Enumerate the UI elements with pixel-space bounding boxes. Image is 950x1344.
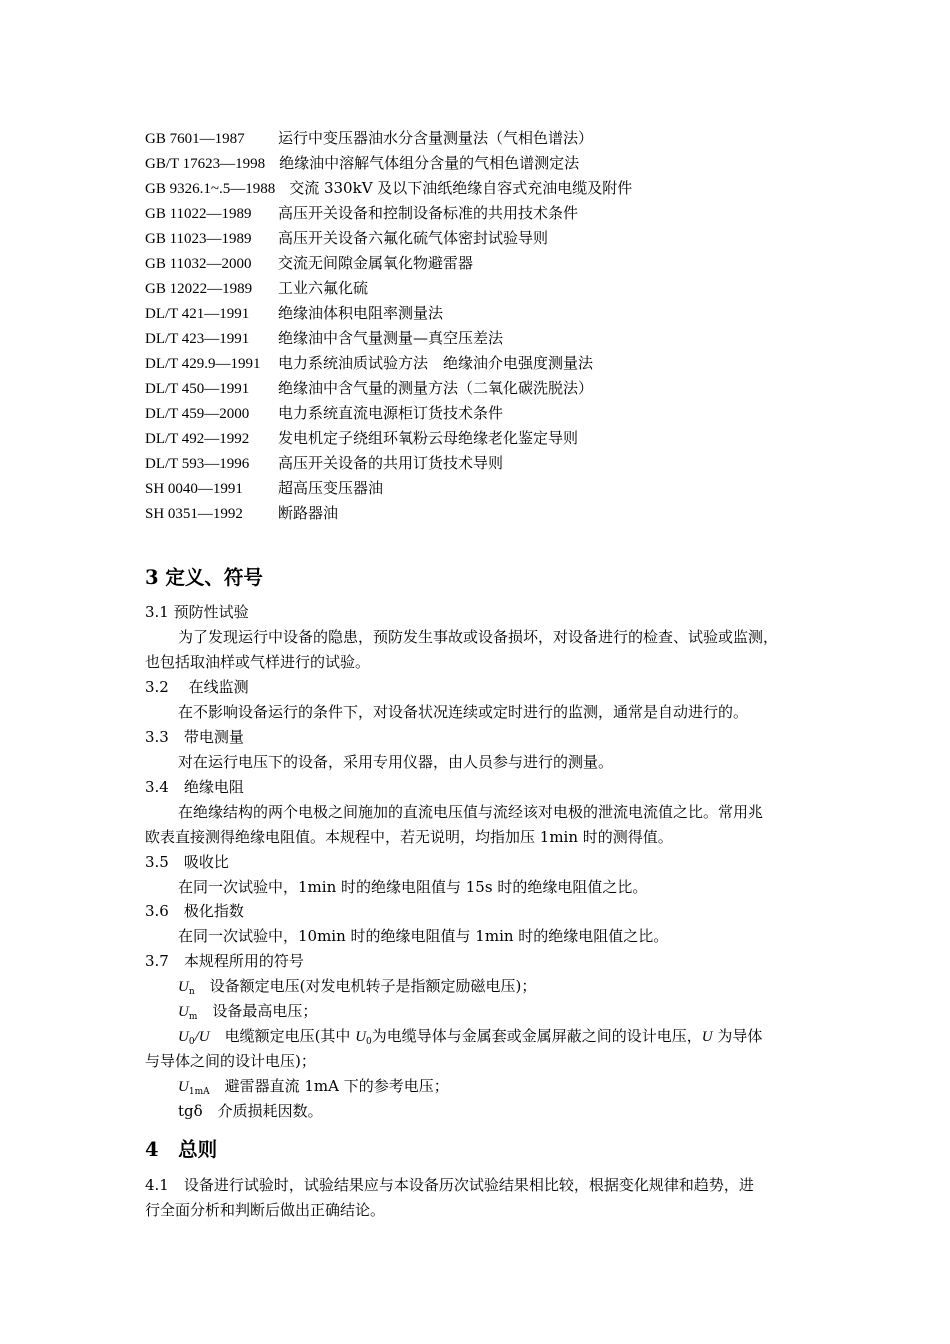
reference-item [145, 278, 368, 299]
symbol-u0-subscript: 0 [188, 1037, 195, 1047]
symbol-un-subscript: n [188, 987, 195, 997]
symbol-u0-desc-a: 电缆额定电压(其中 [209, 1027, 356, 1045]
clause-4-1-text-cont: 行全面分析和判断后做出正确结论。 [145, 1201, 386, 1219]
clause-3-1-text-cont: 也包括取油样或气样进行的试验。 [145, 653, 371, 671]
reference-title: 工业六氟化硫 [278, 279, 369, 297]
reference-code: GB 11023—1989 [145, 231, 252, 247]
symbol-un: U [178, 979, 189, 995]
reference-item [145, 353, 593, 374]
reference-title: 高压开关设备的共用订货技术导则 [278, 454, 504, 472]
symbol-um-desc: 设备最高电压； [197, 1002, 318, 1020]
clause-3-4-text-cont: 欧表直接测得绝缘电阻值。本规程中，若无说明，均指加压 1min 时的测得值。 [145, 828, 673, 846]
clause-3-5-title: 3.5 吸收比 [145, 853, 229, 871]
symbol-u1ma-line [178, 1076, 449, 1102]
clause-3-6-text: 在同一次试验中，10min 时的绝缘电阻值与 1min 时的绝缘电阻值之比。 [178, 927, 669, 945]
clause-3-5-text: 在同一次试验中，1min 时的绝缘电阻值与 15s 时的绝缘电阻值之比。 [178, 878, 648, 896]
reference-item [145, 178, 632, 199]
reference-title: 绝缘油中含气量的测量方法（二氧化碳洗脱法） [278, 379, 594, 397]
reference-code: SH 0351—1992 [145, 506, 243, 522]
reference-title: 高压开关设备六氟化硫气体密封试验导则 [278, 229, 549, 247]
symbol-um-subscript: m [188, 1012, 198, 1022]
reference-code: GB 11022—1989 [145, 206, 252, 222]
symbol-tg-line [178, 1101, 323, 1121]
clause-3-1-text: 为了发现运行中设备的隐患，预防发生事故或设备损坏，对设备进行的检查、试验或监测， [178, 628, 779, 646]
reference-code: DL/T 593—1996 [145, 456, 250, 472]
reference-item [145, 203, 578, 224]
symbol-um: U [178, 1004, 189, 1020]
clause-3-4-text: 在绝缘结构的两个电极之间施加的直流电压值与流经该对电极的泄流电流值之比。常用兆 [178, 803, 764, 821]
symbol-un-line [178, 976, 536, 1002]
symbol-u0: U [178, 1029, 189, 1045]
reference-code: GB/T 17623—1998 [145, 156, 266, 172]
reference-code: GB 12022—1989 [145, 281, 253, 297]
symbol-u1ma-desc: 避雷器直流 1mA 下的参考电压； [209, 1077, 449, 1095]
reference-item [145, 428, 578, 449]
symbol-u1ma: U [178, 1079, 189, 1095]
reference-item [145, 228, 548, 249]
section-3-heading: 3 定义、符号 [145, 566, 263, 589]
reference-code: DL/T 421—1991 [145, 306, 250, 322]
symbol-tg-desc: 介质损耗因数。 [202, 1102, 323, 1120]
symbol-u0-desc-c: 为导体 [712, 1027, 763, 1045]
symbol-u0-slash-u: /U [194, 1029, 210, 1045]
reference-item [145, 303, 443, 324]
symbol-un-desc: 设备额定电压(对发电机转子是指额定励磁电压)； [194, 977, 537, 995]
symbol-u-inline: U [701, 1029, 713, 1045]
reference-code: DL/T 450—1991 [145, 381, 250, 397]
reference-title: 超高压变压器油 [278, 479, 384, 497]
reference-code: DL/T 423—1991 [145, 331, 250, 347]
reference-code: GB 9326.1~.5—1988 [145, 181, 276, 197]
clause-4-1-text: 4.1 设备进行试验时，试验结果应与本设备历次试验结果相比较，根据变化规律和趋势，进 [145, 1176, 754, 1194]
reference-title: 电力系统油质试验方法 绝缘油介电强度测量法 [278, 354, 594, 372]
symbol-um-line [178, 1001, 317, 1027]
reference-code: DL/T 492—1992 [145, 431, 250, 447]
reference-title: 高压开关设备和控制设备标准的共用技术条件 [278, 204, 579, 222]
symbol-tg: tgδ [178, 1102, 203, 1120]
symbol-u0-line [178, 1026, 762, 1052]
clause-3-3-text: 对在运行电压下的设备，采用专用仪器，由人员参与进行的测量。 [178, 753, 614, 771]
clause-3-7-title: 3.7 本规程所用的符号 [145, 952, 304, 970]
reference-code: GB 11032—2000 [145, 256, 252, 272]
reference-item [145, 478, 383, 499]
reference-item [145, 403, 503, 424]
clause-3-6-title: 3.6 极化指数 [145, 902, 244, 920]
reference-title: 交流 330kV 及以下油纸绝缘自容式充油电缆及附件 [289, 179, 633, 197]
section-4-heading: 4 总则 [145, 1138, 218, 1161]
reference-title: 运行中变压器油水分含量测量法（气相色谱法） [278, 129, 594, 147]
reference-title: 发电机定子绕组环氧粉云母绝缘老化鉴定导则 [278, 429, 579, 447]
reference-title: 电力系统直流电源柜订货技术条件 [278, 404, 504, 422]
clause-3-2-title: 3.2 在线监测 [145, 678, 249, 696]
reference-item [145, 378, 593, 399]
clause-3-1-title: 3.1 预防性试验 [145, 603, 249, 621]
reference-item [145, 503, 338, 524]
reference-code: SH 0040—1991 [145, 481, 243, 497]
reference-title: 绝缘油体积电阻率测量法 [278, 304, 444, 322]
clause-3-3-title: 3.3 带电测量 [145, 728, 244, 746]
clause-3-4-title: 3.4 绝缘电阻 [145, 778, 244, 796]
clause-3-2-text: 在不影响设备运行的条件下，对设备状况连续或定时进行的监测，通常是自动进行的。 [178, 703, 749, 721]
symbol-u0-desc-b: 为电缆导体与金属套或金属屏蔽之间的设计电压， [371, 1027, 702, 1045]
symbol-u0-line-cont: 与导体之间的设计电压)； [145, 1052, 316, 1070]
reference-code: DL/T 459—2000 [145, 406, 250, 422]
reference-title: 交流无间隙金属氧化物避雷器 [278, 254, 474, 272]
symbol-u1ma-subscript: 1mA [188, 1087, 210, 1097]
reference-title: 绝缘油中溶解气体组分含量的气相色谱测定法 [279, 154, 580, 172]
symbol-u0-inline-subscript: 0 [366, 1037, 372, 1047]
symbol-u0-inline: U [355, 1029, 367, 1045]
reference-item [145, 328, 503, 349]
reference-item [145, 253, 473, 274]
reference-title: 绝缘油中含气量测量—真空压差法 [278, 329, 504, 347]
reference-item [145, 153, 579, 174]
reference-item [145, 453, 503, 474]
reference-title: 断路器油 [278, 504, 339, 522]
reference-code: DL/T 429.9—1991 [145, 356, 261, 372]
reference-item [145, 128, 593, 149]
reference-code: GB 7601—1987 [145, 131, 245, 147]
